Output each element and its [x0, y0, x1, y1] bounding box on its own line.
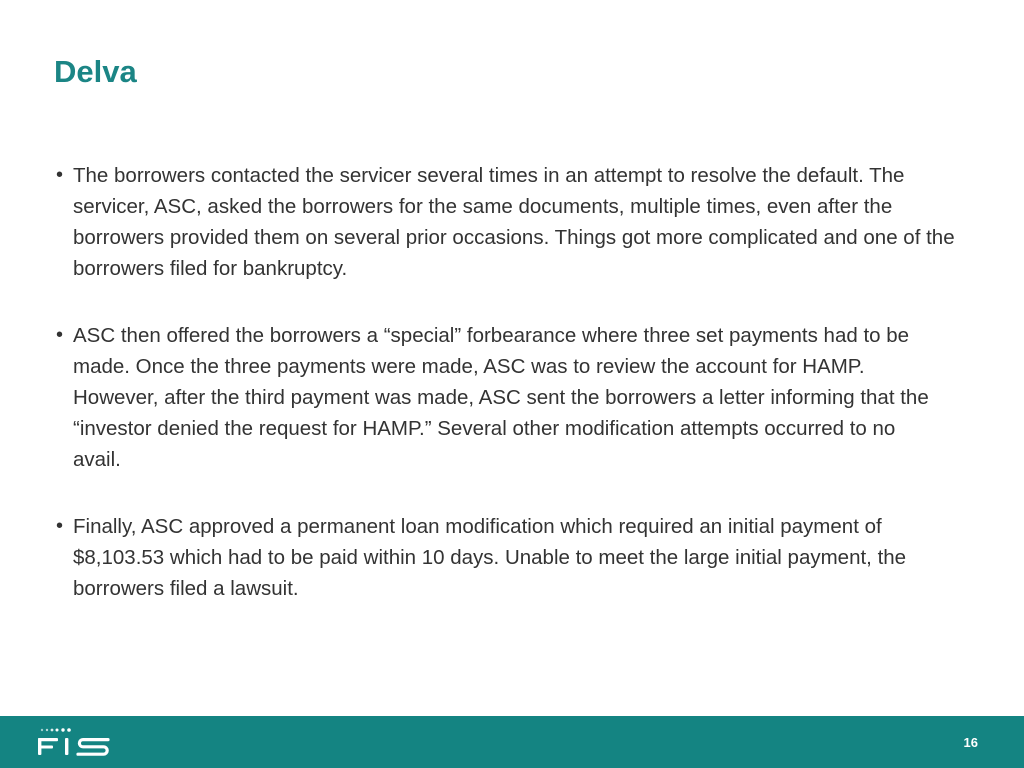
bullet-marker: •	[56, 515, 64, 537]
bullet-marker: •	[56, 164, 64, 186]
footer-bar	[0, 716, 1024, 768]
bullet-item	[56, 320, 943, 475]
bullet-list	[56, 160, 976, 640]
fis-logo-icon	[36, 726, 112, 758]
bullet-item	[56, 160, 973, 284]
bullet-item	[56, 511, 933, 604]
bullet-text: Finally, ASC approved a permanent loan modification which required an initial payment of $8,103.53 which had to be paid within 10 days. Unable to meet the large initial payment, the borrowers filed a lawsuit.	[73, 515, 907, 600]
page-number: 16	[963, 735, 978, 750]
bullet-text: The borrowers contacted the servicer several times in an attempt to resolve the default. The servicer, ASC, asked the borrowers for the same documents, multiple times, even after the borrowers provided them on several prior occasions. Things got more complicated and one of the borrowers filed for bankruptcy.	[73, 164, 955, 280]
bullet-text: ASC then offered the borrowers a “special” forbearance where three set payments had to be made. Once the three payments were made, ASC was to review the account for HAMP. However, after the third payment was made, ASC sent the borrowers a letter informing that the “investor denied the request for HAMP.” Several other modification attempts occurred to no avail.	[73, 324, 929, 471]
slide-title: Delva	[54, 54, 137, 89]
bullet-marker: •	[56, 324, 64, 346]
